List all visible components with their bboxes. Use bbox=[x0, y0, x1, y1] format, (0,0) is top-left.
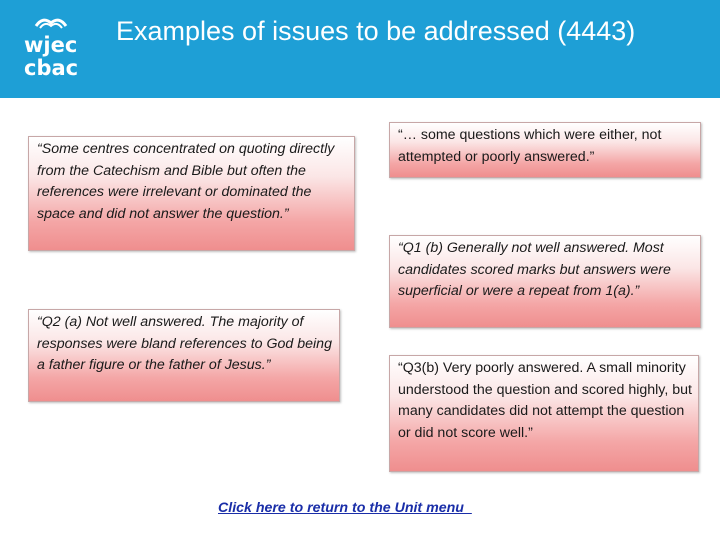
quote-box-centres: “Some centres concentrated on quoting directly from the Catechism and Bible but often the references were irrelevant or dominated the space and did not answer the question.” bbox=[28, 136, 355, 251]
page-title: Examples of issues to be addressed (4443) bbox=[116, 16, 636, 46]
quote-box-q1b: “Q1 (b) Generally not well answered. Most candidates scored marks but answers were superficial or were a repeat from 1(a).” bbox=[389, 235, 701, 328]
logo-text-cbac: cbac bbox=[24, 56, 79, 80]
wjec-cbac-logo bbox=[20, 14, 90, 84]
open-book-icon bbox=[34, 14, 68, 30]
quote-box-q3b: “Q3(b) Very poorly answered. A small minority understood the question and scored highly, but many candidates did not attempt the question or did not score well.” bbox=[389, 355, 699, 472]
quote-box-unattempted: “… some questions which were either, not attempted or poorly answered.” bbox=[389, 122, 701, 178]
quote-box-q2a: “Q2 (a) Not well answered. The majority of responses were bland references to God being a father figure or the father of Jesus.” bbox=[28, 309, 340, 402]
logo-text-wjec: wjec bbox=[24, 33, 78, 57]
return-to-unit-menu-link[interactable]: Click here to return to the Unit menu bbox=[218, 500, 472, 516]
header-banner bbox=[0, 0, 720, 98]
